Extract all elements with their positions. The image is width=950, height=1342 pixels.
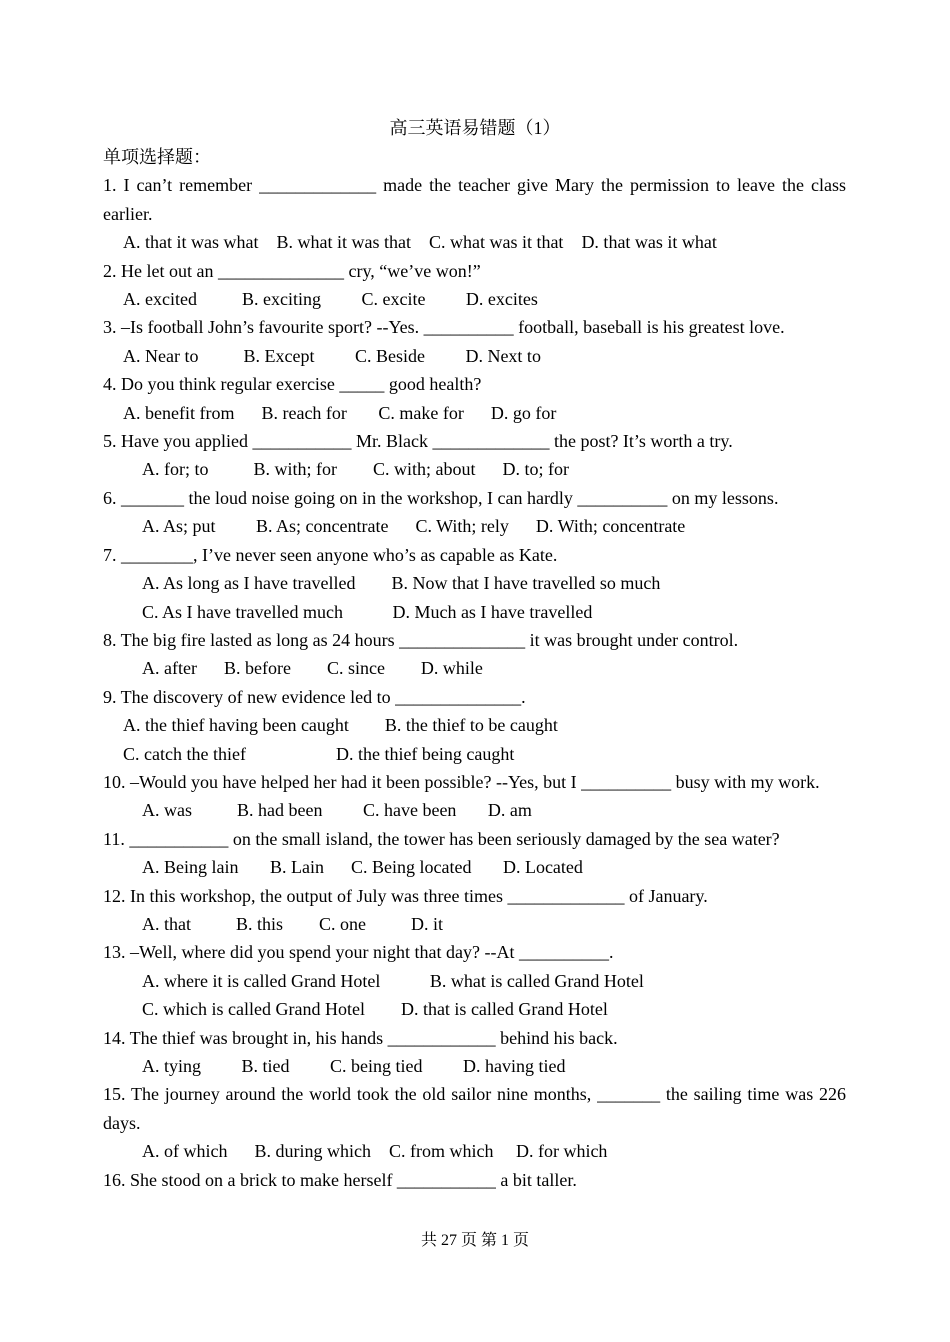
- question-10: 10. –Would you have helped her had it been possible? --Yes, but I __________ busy with my work.: [103, 771, 820, 792]
- question-13: 13. –Well, where did you spend your night that day? --At __________.: [103, 942, 614, 963]
- question-11: 11. ___________ on the small island, the tower has been seriously damaged by the sea water?: [103, 828, 780, 849]
- question-7: 7. ________, I’ve never seen anyone who’s as capable as Kate.: [103, 544, 558, 565]
- question-10-options: A. was B. had been C. have been D. am: [142, 800, 532, 821]
- question-5: 5. Have you applied ___________ Mr. Black _____________ the post? It’s worth a try.: [103, 431, 733, 452]
- question-2-options: A. excited B. exciting C. excite D. excites: [123, 289, 538, 310]
- question-8-options: A. after B. before C. since D. while: [142, 658, 483, 679]
- question-14-options: A. tying B. tied C. being tied D. having tied: [142, 1056, 566, 1076]
- question-12-options: A. that B. this C. one D. it: [142, 913, 443, 934]
- question-13-options-row1: A. where it is called Grand Hotel B. what is called Grand Hotel: [142, 970, 644, 991]
- question-4-options: A. benefit from B. reach for C. make for D. go for: [123, 402, 557, 423]
- question-1: 1. I can’t remember _____________ made the teacher give Mary the permission to leave the class earlier.: [103, 175, 846, 224]
- question-9-options-row1: A. the thief having been caught B. the thief to be caught: [123, 715, 558, 736]
- question-9-options-row2: C. catch the thief D. the thief being caught: [123, 743, 515, 764]
- page-footer: 共 27 页 第 1 页: [420, 1232, 529, 1249]
- question-15-options: A. of which B. during which C. from which D. for which: [142, 1141, 608, 1162]
- section-heading: 单项选择题：: [103, 147, 211, 167]
- question-5-options: A. for; to B. with; for C. with; about D. to; for: [142, 459, 569, 480]
- question-11-options: A. Being lain B. Lain C. Being located D. Located: [142, 857, 583, 878]
- question-16: 16. She stood on a brick to make herself ___________ a bit taller.: [103, 1169, 577, 1190]
- question-6-options: A. As; put B. As; concentrate C. With; rely D. With; concentrate: [142, 516, 686, 537]
- question-6: 6. _______ the loud noise going on in the workshop, I can hardly __________ on my lessons.: [103, 487, 779, 508]
- question-7-options-row2: C. As I have travelled much D. Much as I have travelled: [142, 601, 593, 622]
- question-3: 3. –Is football John’s favourite sport? --Yes. __________ football, baseball is his greatest love.: [103, 317, 785, 338]
- question-14: 14. The thief was brought in, his hands ____________ behind his back.: [103, 1027, 618, 1048]
- question-13-options-row2: C. which is called Grand Hotel D. that is called Grand Hotel: [142, 999, 608, 1020]
- question-2: 2. He let out an ______________ cry, “we’ve won!”: [103, 260, 481, 281]
- question-1-options: A. that it was what B. what it was that C. what was it that D. that was it what: [123, 232, 717, 253]
- page-title: 高三英语易错题（1）: [389, 118, 561, 138]
- question-15: 15. The journey around the world took the old sailor nine months, _______ the sailing time was 226 days.: [103, 1084, 846, 1133]
- question-12: 12. In this workshop, the output of July was three times _____________ of January.: [103, 885, 708, 906]
- question-3-options: A. Near to B. Except C. Beside D. Next to: [123, 345, 541, 366]
- question-9: 9. The discovery of new evidence led to ______________.: [103, 686, 526, 707]
- question-list: [103, 143, 846, 1194]
- question-8: 8. The big fire lasted as long as 24 hours ______________ it was brought under control.: [103, 629, 739, 650]
- question-4: 4. Do you think regular exercise _____ good health?: [103, 374, 482, 395]
- question-7-options-row1: A. As long as I have travelled B. Now that I have travelled so much: [142, 573, 661, 594]
